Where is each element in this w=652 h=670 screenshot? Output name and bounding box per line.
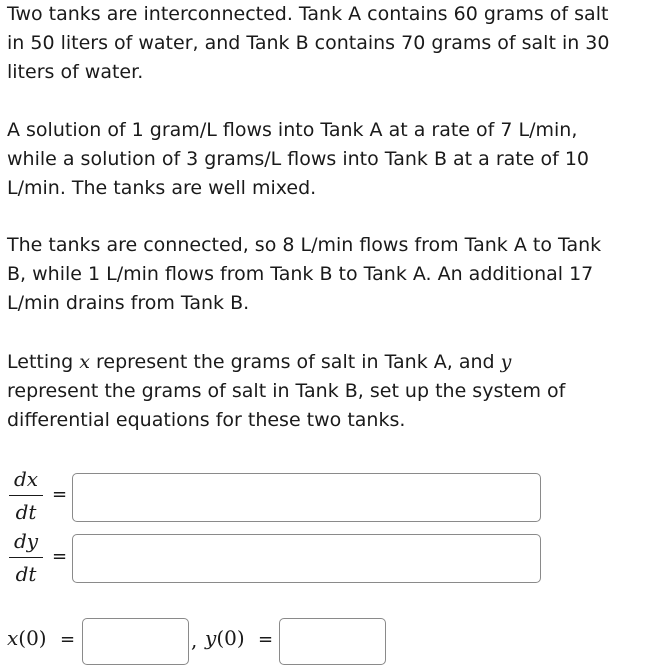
text-line: in 50 liters of water, and Tank B contains 70 grams of salt in 30 bbox=[7, 32, 610, 54]
text-line: while a solution of 3 grams/L flows into Tank B at a rate of 10 bbox=[7, 148, 590, 170]
equals-sign: = bbox=[52, 546, 68, 567]
text-line: liters of water. bbox=[7, 61, 144, 83]
comma-separator: , bbox=[191, 628, 198, 652]
math-variable-x: x bbox=[79, 351, 90, 373]
text-fragment: represent the grams of salt in Tank A, and bbox=[89, 351, 501, 373]
equals-sign: = bbox=[258, 629, 274, 650]
fraction-numerator: dx bbox=[13, 467, 39, 491]
dx-dt-fraction bbox=[9, 466, 43, 525]
paragraph-connections bbox=[7, 231, 601, 318]
paragraph-tank-contents bbox=[7, 0, 609, 87]
text-line bbox=[7, 348, 565, 377]
math-variable-y: y bbox=[205, 626, 217, 650]
fraction-bar bbox=[9, 557, 43, 558]
paragraph-task bbox=[7, 348, 565, 435]
math-variable-y: y bbox=[500, 351, 512, 373]
x0-answer-input[interactable] bbox=[82, 618, 189, 665]
equals-sign: = bbox=[52, 484, 68, 505]
math-variable-x: x bbox=[7, 626, 19, 650]
text-fragment: Letting bbox=[7, 351, 80, 373]
equals-sign: = bbox=[60, 629, 76, 650]
text-line: Two tanks are interconnected. Tank A contains 60 grams of salt bbox=[7, 3, 609, 25]
paragraph-inflow bbox=[7, 116, 589, 203]
argument: (0) bbox=[216, 626, 245, 650]
dy-dt-fraction bbox=[9, 528, 43, 587]
fraction-numerator: dy bbox=[13, 529, 39, 553]
dy-dt-answer-input[interactable] bbox=[72, 534, 541, 583]
argument: (0) bbox=[18, 626, 47, 650]
y0-label bbox=[205, 626, 245, 650]
dx-dt-answer-input[interactable] bbox=[72, 473, 541, 522]
text-line: L/min drains from Tank B. bbox=[7, 292, 250, 314]
y0-answer-input[interactable] bbox=[279, 618, 386, 665]
text-line: represent the grams of salt in Tank B, set up the system of bbox=[7, 380, 566, 402]
text-line: L/min. The tanks are well mixed. bbox=[7, 177, 317, 199]
text-line: B, while 1 L/min flows from Tank B to Tank A. An additional 17 bbox=[7, 263, 594, 285]
x0-label bbox=[7, 626, 47, 650]
text-line: The tanks are connected, so 8 L/min flows from Tank A to Tank bbox=[7, 234, 602, 256]
text-line: differential equations for these two tanks. bbox=[7, 409, 406, 431]
fraction-denominator: dt bbox=[15, 500, 37, 524]
text-line: A solution of 1 gram/L flows into Tank A at a rate of 7 L/min, bbox=[7, 119, 578, 141]
fraction-bar bbox=[9, 495, 43, 496]
fraction-denominator: dt bbox=[15, 562, 37, 586]
